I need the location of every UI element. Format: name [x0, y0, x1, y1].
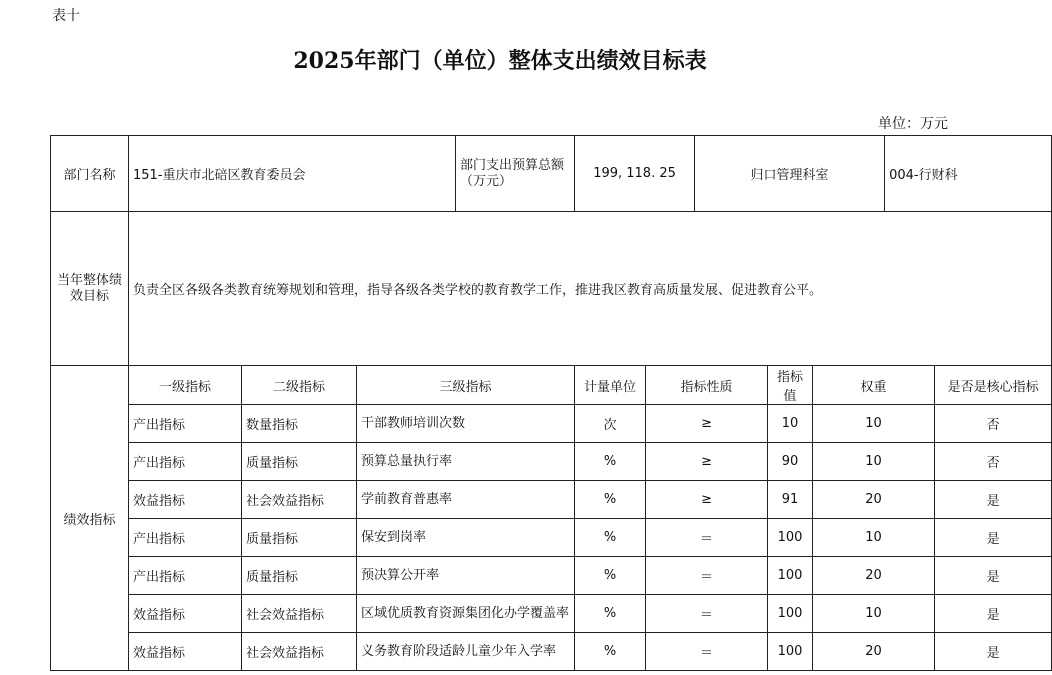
level1-cell: 效益指标 — [129, 595, 242, 633]
unit-cell: 次 — [575, 405, 646, 443]
budget-label: 部门支出预算总额（万元） — [456, 136, 575, 212]
header-cell: 指标性质 — [646, 366, 768, 405]
dept-name-label: 部门名称 — [51, 136, 129, 212]
indicator-header-row — [51, 366, 1052, 405]
goal-text: 负责全区各级各类教育统筹规划和管理，指导各级各类学校的教育教学工作，推进我区教育高质量发展、促进教育公平。 — [129, 212, 1052, 366]
value-cell: 100 — [768, 519, 813, 557]
page-title: 2025年部门（单位）整体支出绩效目标表 — [293, 48, 707, 74]
nature-cell: ≥ — [646, 443, 768, 481]
office-label: 归口管理科室 — [695, 136, 885, 212]
core-cell: 是 — [935, 519, 1052, 557]
level3-cell: 预算总量执行率 — [357, 443, 575, 481]
nature-cell: ≥ — [646, 481, 768, 519]
level3-cell: 义务教育阶段适龄儿童少年入学率 — [357, 633, 575, 671]
unit-cell: % — [575, 633, 646, 671]
level2-cell: 社会效益指标 — [242, 481, 357, 519]
core-cell: 是 — [935, 481, 1052, 519]
weight-cell: 10 — [813, 405, 935, 443]
weight-cell: 20 — [813, 557, 935, 595]
dept-row — [51, 136, 1052, 212]
level1-cell: 产出指标 — [129, 443, 242, 481]
nature-cell: ≥ — [646, 405, 768, 443]
budget-value: 199, 118. 25 — [575, 136, 695, 212]
level2-cell: 数量指标 — [242, 405, 357, 443]
value-cell: 100 — [768, 557, 813, 595]
level1-cell: 产出指标 — [129, 519, 242, 557]
level3-cell: 预决算公开率 — [357, 557, 575, 595]
unit-label: 单位：万元 — [878, 116, 948, 132]
nature-cell: ＝ — [646, 633, 768, 671]
nature-cell: ＝ — [646, 519, 768, 557]
core-cell: 是 — [935, 557, 1052, 595]
table-row — [51, 595, 1052, 633]
core-cell: 是 — [935, 633, 1052, 671]
weight-cell: 10 — [813, 595, 935, 633]
goal-label: 当年整体绩效目标 — [51, 212, 129, 366]
core-cell: 是 — [935, 595, 1052, 633]
level3-cell: 学前教育普惠率 — [357, 481, 575, 519]
level3-cell: 区域优质教育资源集团化办学覆盖率 — [357, 595, 575, 633]
level2-cell: 社会效益指标 — [242, 595, 357, 633]
header-cell: 计量单位 — [575, 366, 646, 405]
nature-cell: ＝ — [646, 557, 768, 595]
value-cell: 100 — [768, 633, 813, 671]
level1-cell: 产出指标 — [129, 557, 242, 595]
table-number: 表十 — [52, 8, 80, 24]
weight-cell: 20 — [813, 633, 935, 671]
table-row — [51, 557, 1052, 595]
unit-cell: % — [575, 595, 646, 633]
header-cell: 三级指标 — [357, 366, 575, 405]
table-row — [51, 443, 1052, 481]
level3-cell: 保安到岗率 — [357, 519, 575, 557]
core-cell: 否 — [935, 443, 1052, 481]
dept-name-value: 151-重庆市北碚区教育委员会 — [129, 136, 456, 212]
value-cell: 90 — [768, 443, 813, 481]
value-cell: 100 — [768, 595, 813, 633]
level2-cell: 质量指标 — [242, 519, 357, 557]
table-row — [51, 633, 1052, 671]
level1-cell: 产出指标 — [129, 405, 242, 443]
level2-cell: 质量指标 — [242, 557, 357, 595]
weight-cell: 10 — [813, 443, 935, 481]
value-cell: 91 — [768, 481, 813, 519]
value-cell: 10 — [768, 405, 813, 443]
header-cell: 二级指标 — [242, 366, 357, 405]
table-row — [51, 519, 1052, 557]
weight-cell: 10 — [813, 519, 935, 557]
weight-cell: 20 — [813, 481, 935, 519]
indicator-section-label: 绩效指标 — [51, 366, 129, 671]
core-cell: 否 — [935, 405, 1052, 443]
unit-cell: % — [575, 557, 646, 595]
header-cell: 权重 — [813, 366, 935, 405]
table-row — [51, 405, 1052, 443]
unit-cell: % — [575, 481, 646, 519]
header-cell: 一级指标 — [129, 366, 242, 405]
header-cell: 指标值 — [768, 366, 813, 405]
level3-cell: 干部教师培训次数 — [357, 405, 575, 443]
unit-cell: % — [575, 443, 646, 481]
header-cell: 是否是核心指标 — [935, 366, 1052, 405]
level2-cell: 社会效益指标 — [242, 633, 357, 671]
performance-table — [50, 135, 1052, 671]
goal-row — [51, 212, 1052, 366]
office-value: 004-行财科 — [885, 136, 1052, 212]
nature-cell: ＝ — [646, 595, 768, 633]
table-row — [51, 481, 1052, 519]
unit-cell: % — [575, 519, 646, 557]
level2-cell: 质量指标 — [242, 443, 357, 481]
level1-cell: 效益指标 — [129, 481, 242, 519]
level1-cell: 效益指标 — [129, 633, 242, 671]
